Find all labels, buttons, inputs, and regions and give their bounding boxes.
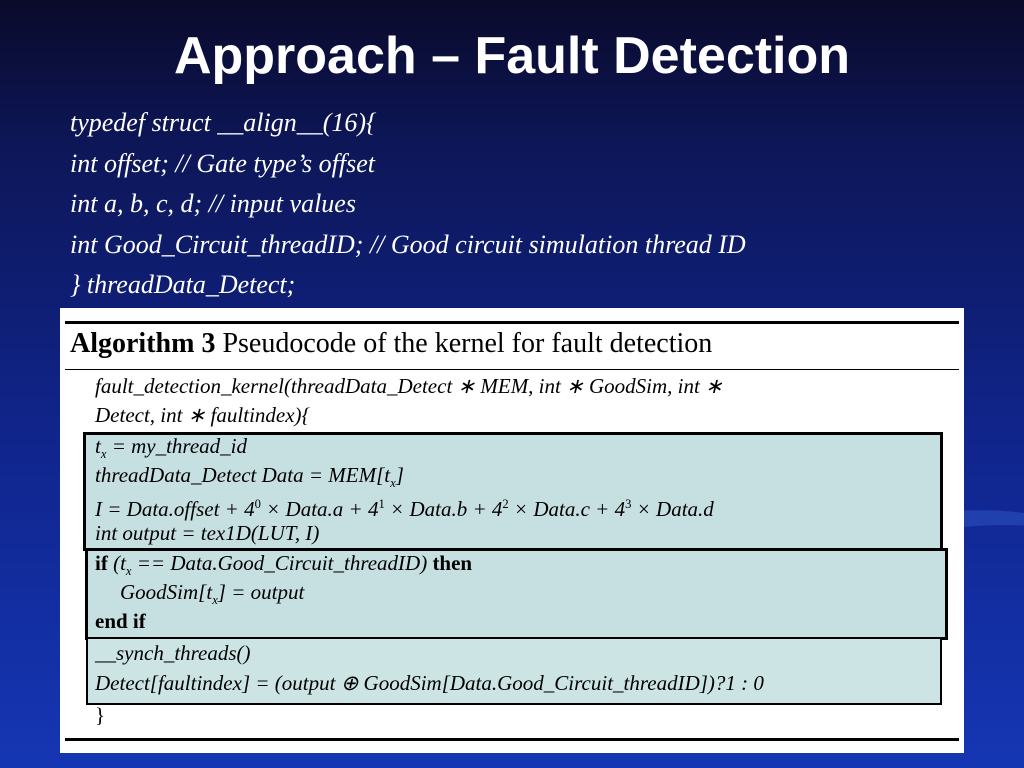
code-line-data: threadData_Detect Data = $MEM[t_x]$ xyxy=(95,463,404,491)
code-line-sync: __synch_threads() xyxy=(95,641,251,665)
signature-line-1: fault_detection_kernel(threadData_Detect ∗ MEM, int ∗ GoodSim, int ∗ xyxy=(95,374,723,398)
struct-line: int a, b, c, d; // input values xyxy=(70,189,356,218)
struct-line: } threadData_Detect; xyxy=(70,270,296,299)
algorithm-heading xyxy=(70,326,712,362)
algorithm-label: Algorithm xyxy=(70,328,195,359)
algorithm-panel xyxy=(60,308,964,753)
code-line-close: } xyxy=(95,703,106,727)
code-line-index: I = Data.offset + $4^0$ × Data.a + $4^1$ × Data.b + $4^2$ × Data.c + $4^3$ × Data.d xyxy=(95,497,714,521)
code-line-output: int output = tex1D(LUT, I) xyxy=(95,521,320,545)
algorithm-caption: Pseudocode of the kernel for fault detection xyxy=(222,328,713,359)
code-line-detect: Detect[faultindex] = (output ⊕ GoodSim[Data.Good_Circuit_threadID])?1 : 0 xyxy=(95,671,764,695)
bottom-rule xyxy=(65,738,959,741)
struct-line: typedef struct __align__(16){ xyxy=(70,108,377,137)
code-line-tx: $t_x$ = my_thread_id xyxy=(95,434,247,462)
struct-line: int Good_Circuit_threadID; // Good circuit simulation thread ID xyxy=(70,229,746,259)
struct-line: int offset; // Gate type’s offset xyxy=(70,148,375,178)
header-rule xyxy=(65,369,959,370)
slide-title: Approach – Fault Detection xyxy=(173,27,851,85)
code-line-endif: end if xyxy=(95,609,146,633)
code-line-assign: $GoodSim[t_x]$ = output xyxy=(120,580,305,608)
code-line-if: if ($t_x$ == Data.Good_Circuit_threadID) then xyxy=(95,551,473,579)
signature-line-2: Detect, int ∗ faultindex){ xyxy=(95,403,310,427)
struct-code-block xyxy=(70,103,1010,306)
top-rule xyxy=(65,321,959,324)
algorithm-number: 3 xyxy=(201,328,216,359)
